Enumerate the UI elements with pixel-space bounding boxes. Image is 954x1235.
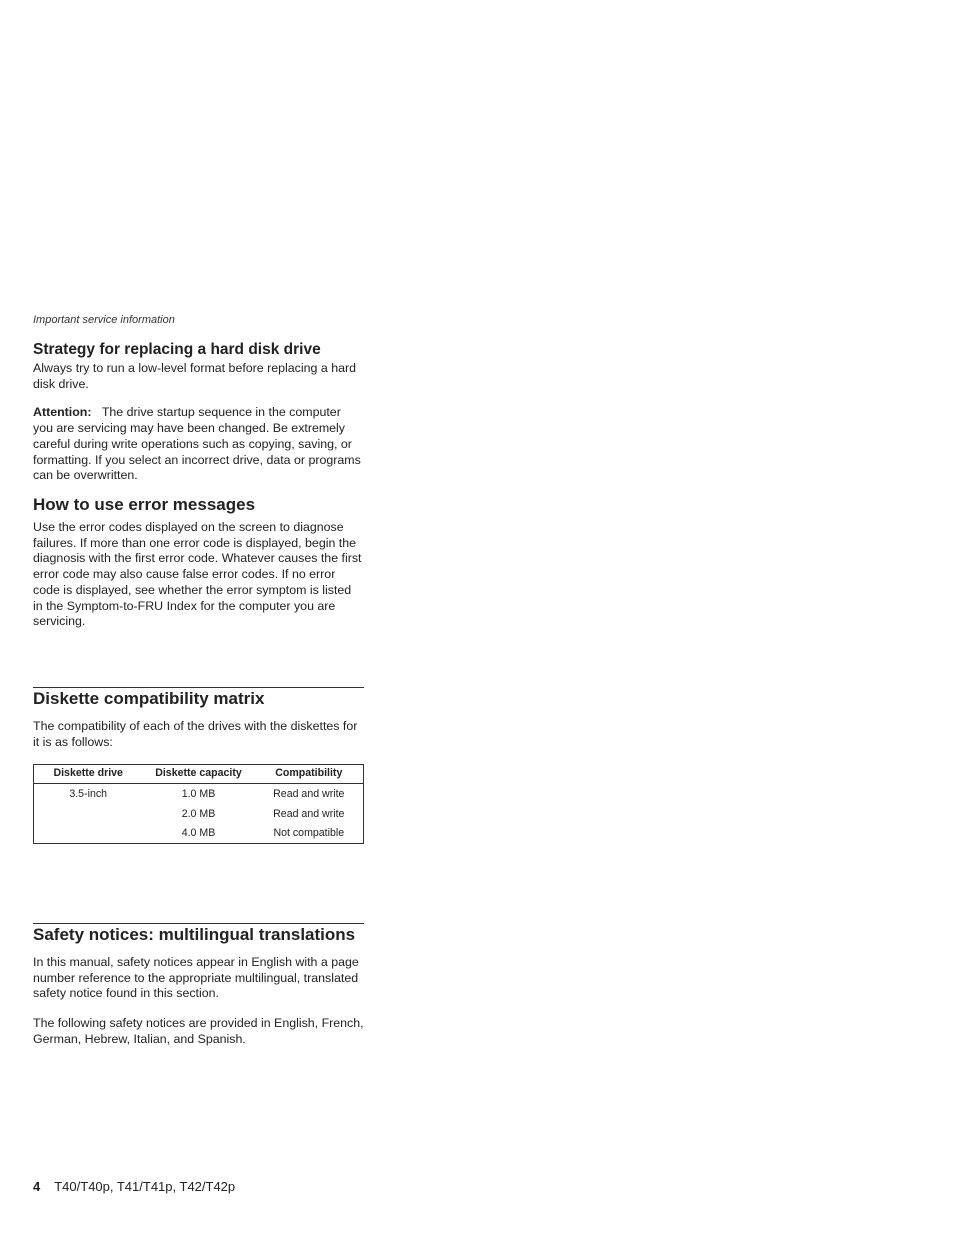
page-number: 4 [33, 1179, 41, 1194]
table-cell: 3.5-inch [69, 788, 108, 801]
diskette-intro: The compatibility of each of the drives with the diskettes for it is as follows: [33, 719, 358, 749]
footer-model-text: T40/T40p, T41/T41p, T42/T42p [54, 1179, 236, 1194]
section-title-diskette: Diskette compatibility matrix [33, 689, 265, 708]
table-row [34, 784, 364, 804]
attention-text: The drive startup sequence in the computer you are servicing may have been changed. Be extremely careful during write operations such as copying, saving, or formatting. If you select an incorrect drive, data or programs can be overwritten. [33, 405, 361, 483]
table-cell [34, 804, 143, 824]
section-diskette [33, 687, 364, 844]
table-cell: 4.0 MB [181, 827, 216, 840]
column-header: Diskette capacity [155, 767, 242, 780]
table-cell: Read and write [273, 807, 345, 820]
section-error-messages [33, 495, 364, 630]
page-footer [33, 1179, 235, 1194]
table-row [34, 804, 364, 824]
table-cell: 2.0 MB [181, 807, 216, 820]
diskette-table [33, 764, 364, 844]
table-header-row [34, 765, 364, 784]
section-title-safety: Safety notices: multilingual translations [33, 925, 356, 944]
safety-para-2: The following safety notices are provided in English, French, German, Hebrew, Italian, and Spanish. [33, 1016, 364, 1046]
table-cell: 1.0 MB [181, 788, 216, 801]
column-header: Compatibility [275, 767, 343, 780]
table-cell [34, 823, 143, 843]
attention-label: Attention: [33, 405, 92, 420]
strategy-body: Always try to run a low-level format before replacing a hard disk drive. [33, 361, 356, 391]
attention-paragraph [33, 405, 364, 484]
table-row [34, 823, 364, 843]
running-head: Important service information [33, 314, 175, 326]
error-messages-body: Use the error codes displayed on the screen to diagnose failures. If more than one error code is displayed, begin the diagnosis with the first error code. Whatever causes the first error code may also cause false error codes. If no error code is displayed, see whether the error symptom is listed in the Symptom-to-FRU Index for the computer you are servicing. [33, 520, 362, 629]
safety-para-1: In this manual, safety notices appear in English with a page number reference to the appropriate multilingual, translated safety notice found in this section. [33, 955, 359, 1001]
section-title-error-messages: How to use error messages [33, 495, 256, 514]
column-header: Diskette drive [53, 767, 123, 780]
table-cell: Not compatible [273, 827, 345, 840]
section-strategy [33, 341, 364, 484]
section-safety [33, 923, 364, 1048]
table-cell: Read and write [273, 788, 345, 801]
section-title-strategy: Strategy for replacing a hard disk drive [33, 341, 321, 358]
